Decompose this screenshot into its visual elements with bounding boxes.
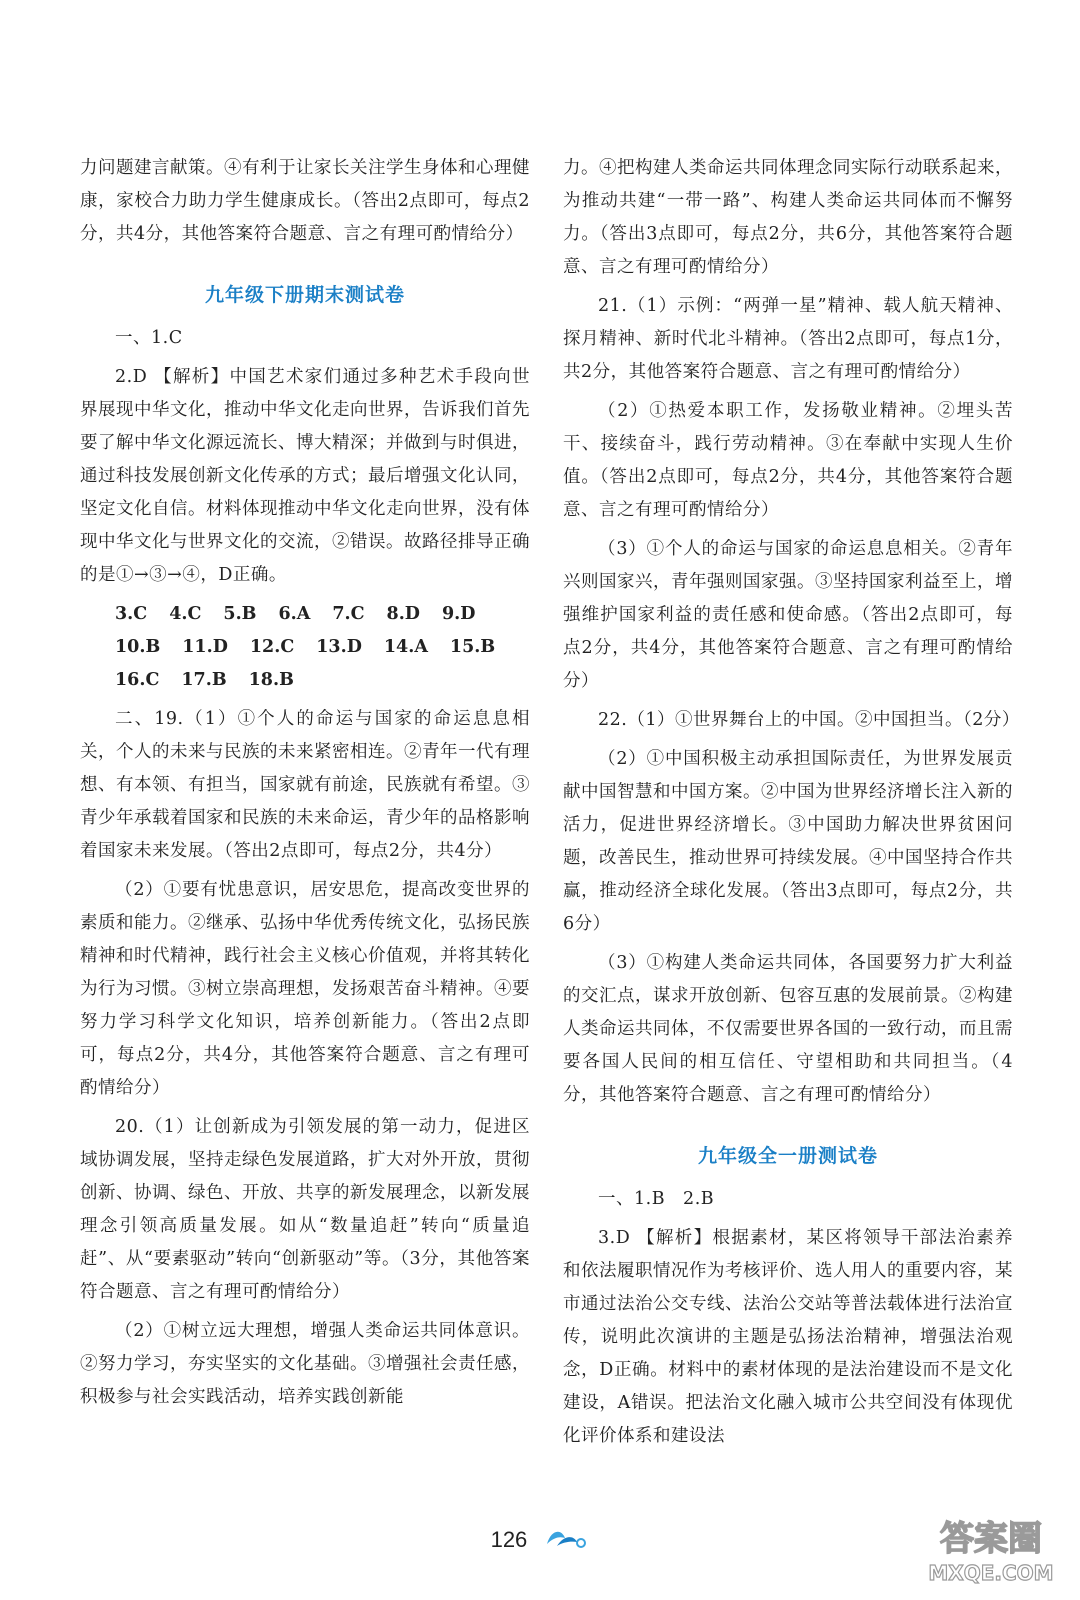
- answer-paragraph: （2）①中国积极主动承担国际责任，为世界发展贡献中国智慧和中国方案。②中国为世界经济增长注入新的活力，促进世界经济增长。③中国助力解决世界贫困问题，改善民生，推动世界可持续发展。④中国坚持合作共赢，推动经济全球化发展。（答出3点即可，每点2分，共6分）: [563, 749, 1013, 934]
- answer-item: 17.B: [181, 670, 227, 690]
- left-column: [80, 152, 530, 1420]
- answer-paragraph: （2）①树立远大理想，增强人类命运共同体意识。②努力学习，夯实坚实的文化基础。③增强社会责任感，积极参与社会实践活动，培养实践创新能: [80, 1321, 530, 1407]
- answer-paragraph: （2）①热爱本职工作，发扬敬业精神。②埋头苦干、接续奋斗，践行劳动精神。③在奉献中实现人生价值。（答出2点即可，每点2分，共4分，其他答案符合题意、言之有理可酌情给分）: [563, 401, 1013, 520]
- answer-row: [80, 598, 530, 697]
- section-heading: 九年级下册期末测试卷: [204, 284, 405, 306]
- answer-paragraph: （2）①要有忧患意识，居安思危，提高改变世界的素质和能力。②继承、弘扬中华优秀传统文化，弘扬民族精神和时代精神，践行社会主义核心价值观，并将其转化为行为习惯。③树立崇高理想，发扬艰苦奋斗精神。④要努力学习科学文化知识，培养创新能力。（答出2点即可，每点2分，共4分，其他答案符合题意、言之有理可酌情给分）: [80, 880, 530, 1098]
- answer-item: 9.D: [441, 604, 476, 624]
- answer-item: 6.A: [278, 604, 311, 624]
- right-column: [563, 152, 1020, 1459]
- watermark-logo: [916, 1510, 1066, 1590]
- answer-item: 11.D: [182, 637, 228, 657]
- answer-paragraph: 20.（1）让创新成为引领发展的第一动力，促进区域协调发展，坚持走绿色发展道路，扩大对外开放，贯彻创新、协调、绿色、开放、共享的新发展理念，以新发展理念引领高质量发展。如从“数量追赶”转向“质量追赶”、从“要素驱动”转向“创新驱动”等。（3分，其他答案符合题意、言之有理可酌情给分）: [80, 1117, 530, 1302]
- answer-paragraph: 21.（1）示例：“两弹一星”精神、载人航天精神、探月精神、新时代北斗精神。（答出2点即可，每点1分，共2分，其他答案符合题意、言之有理可酌情给分）: [563, 296, 1013, 382]
- answer-paragraph: 一、1.C: [115, 328, 183, 348]
- answer-item: 8.D: [386, 604, 420, 624]
- answer-item: 18.B: [248, 670, 294, 690]
- answer-paragraph: 22.（1）①世界舞台上的中国。②中国担当。（2分）: [598, 710, 1020, 730]
- answer-paragraph: 2.D 【解析】中国艺术家们通过多种艺术手段向世界展现中华文化，推动中华文化走向世界，告诉我们首先要了解中华文化源远流长、博大精深；并做到与时俱进，通过科技发展创新文化传承的方式；最后增强文化认同，坚定文化自信。材料体现推动中华文化走向世界，没有体现中华文化与世界文化的交流，②错误。故路径排导正确的是①→③→④，D正确。: [80, 367, 530, 585]
- watermark-url: MXQE.COM: [928, 1561, 1054, 1585]
- answer-item: 5.B: [223, 604, 257, 624]
- section-heading: 九年级全一册测试卷: [697, 1145, 878, 1167]
- answer-item: 3.C: [115, 604, 148, 624]
- answer-item: 15.B: [449, 637, 496, 657]
- answer-item: 10.B: [115, 637, 161, 657]
- answer-paragraph: 二、19.（1）①个人的命运与国家的命运息息相关，个人的未来与民族的未来紧密相连。②青年一代有理想、有本领、有担当，国家就有前途，民族就有希望。③青少年承载着国家和民族的未来命运，青少年的品格影响着国家未来发展。（答出2点即可，每点2分，共4分）: [80, 709, 530, 861]
- answer-paragraph: 一、1.B 2.B: [598, 1189, 715, 1209]
- answer-paragraph: 力问题建言献策。④有利于让家长关注学生身体和心理健康，家校合力助力学生健康成长。（答出2点即可，每点2分，共4分，其他答案符合题意、言之有理可酌情给分）: [80, 158, 530, 244]
- answer-item: 7.C: [332, 604, 365, 624]
- answer-paragraph: 力。④把构建人类命运共同体理念同实际行动联系起来，为推动共建“一带一路”、构建人类命运共同体而不懈努力。（答出3点即可，每点2分，共6分，其他答案符合题意、言之有理可酌情给分）: [563, 158, 1013, 277]
- answer-paragraph: （3）①个人的命运与国家的命运息息相关。②青年兴则国家兴，青年强则国家强。③坚持国家利益至上，增强维护国家利益的责任感和使命感。（答出2点即可，每点2分，共4分，其他答案符合题意、言之有理可酌情给分）: [563, 539, 1013, 691]
- leaf-ornament-icon: [543, 1524, 589, 1556]
- page-number: 126: [490, 1527, 528, 1552]
- answer-item: 12.C: [249, 637, 295, 657]
- answer-item: 4.C: [169, 604, 202, 624]
- answer-item: 14.A: [383, 637, 428, 657]
- answer-paragraph: （3）①构建人类命运共同体，各国要努力扩大利益的交汇点，谋求开放创新、包容互惠的发展前景。②构建人类命运共同体，不仅需要世界各国的一致行动，而且需要各国人民间的相互信任、守望相助和共同担当。（4分，其他答案符合题意、言之有理可酌情给分）: [563, 953, 1013, 1105]
- answer-item: 16.C: [115, 670, 160, 690]
- answer-item: 13.D: [316, 637, 362, 657]
- watermark-text: 答案圈: [940, 1519, 1042, 1559]
- answer-paragraph: 3.D 【解析】根据素材，某区将领导干部法治素养和依法履职情况作为考核评价、选人用人的重要内容，某市通过法治公交专线、法治公交站等普法载体进行法治宣传，说明此次演讲的主题是弘扬法治精神，增强法治观念，D正确。材料中的素材体现的是法治建设而不是文化建设，A错误。把法治文化融入城市公共空间没有体现优化评价体系和建设法: [563, 1228, 1013, 1446]
